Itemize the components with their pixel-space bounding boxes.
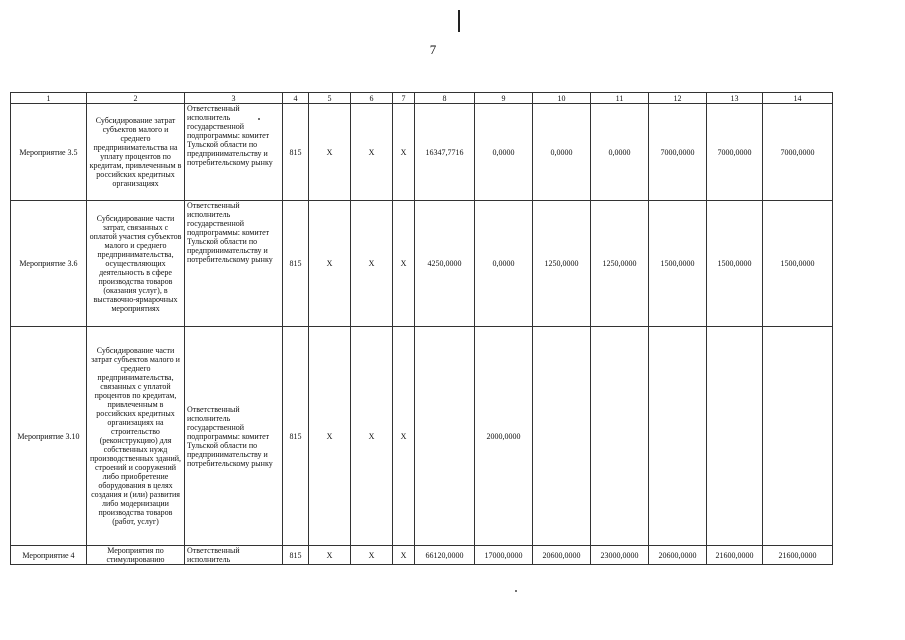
cell-col-10: 20600,0000 (533, 546, 591, 565)
cell-col-6: X (351, 546, 393, 565)
executor-cell: Ответственный исполнитель государственной подпрограммы: комитет Тульской области по предпринимательству и потребительскому рынку (185, 104, 283, 201)
cell-col-4: 815 (283, 546, 309, 565)
cell-col-4: 815 (283, 201, 309, 327)
vertical-mark (458, 10, 460, 32)
header-col-2: 2 (87, 93, 185, 104)
event-cell: Мероприятие 3.10 (11, 327, 87, 546)
description-cell: Мероприятия по стимулированию (87, 546, 185, 565)
description-cell: Субсидирование части затрат субъектов малого и среднего предпринимательства, связанных с уплатой процентов по кредитам, привлеченным в российских кредитных организациях на строительство (реконструкцию) для собственных нужд производственных зданий, строений и сооружений либо приобретение оборудования в целях создания и (или) развития либо модернизации производства товаров (работ, услуг) (87, 327, 185, 546)
scan-speck (258, 118, 260, 120)
cell-col-10 (533, 327, 591, 546)
cell-col-11: 23000,0000 (591, 546, 649, 565)
executor-cell: Ответственный исполнитель государственной подпрограммы: комитет Тульской области по предпринимательству и потребительскому рынку (185, 327, 283, 546)
header-col-10: 10 (533, 93, 591, 104)
cell-col-12: 20600,0000 (649, 546, 707, 565)
executor-cell: Ответственный исполнитель (185, 546, 283, 565)
table-header-row (11, 93, 833, 104)
description-cell: Субсидирование части затрат, связанных с оплатой участия субъектов малого и среднего предпринимательства, осуществляющих деятельность в сфере производства товаров (оказания услуг), в выставочно-ярмарочных мероприятиях (87, 201, 185, 327)
cell-col-13: 21600,0000 (707, 546, 763, 565)
header-col-14: 14 (763, 93, 833, 104)
cell-col-14: 7000,0000 (763, 104, 833, 201)
cell-col-5: X (309, 104, 351, 201)
header-col-11: 11 (591, 93, 649, 104)
cell-col-11 (591, 327, 649, 546)
cell-col-8: 4250,0000 (415, 201, 475, 327)
cell-col-10: 1250,0000 (533, 201, 591, 327)
description-cell: Субсидирование затрат субъектов малого и среднего предпринимательства на уплату процентов по кредитам, привлеченным в российских кредитных организациях (87, 104, 185, 201)
event-cell: Мероприятие 3.6 (11, 201, 87, 327)
cell-col-8: 16347,7716 (415, 104, 475, 201)
cell-col-5: X (309, 327, 351, 546)
cell-col-11: 0,0000 (591, 104, 649, 201)
scan-speck (515, 590, 517, 592)
header-col-7: 7 (393, 93, 415, 104)
cell-col-9: 0,0000 (475, 104, 533, 201)
event-cell: Мероприятие 3.5 (11, 104, 87, 201)
table-row (11, 201, 833, 327)
cell-col-5: X (309, 546, 351, 565)
cell-col-6: X (351, 201, 393, 327)
table-row (11, 327, 833, 546)
cell-col-6: X (351, 104, 393, 201)
cell-col-12: 7000,0000 (649, 104, 707, 201)
cell-col-13: 1500,0000 (707, 201, 763, 327)
executor-cell: Ответственный исполнитель государственной подпрограммы: комитет Тульской области по предпринимательству и потребительскому рынку (185, 201, 283, 327)
header-col-1: 1 (11, 93, 87, 104)
page-number: 7 (429, 42, 437, 57)
cell-col-11: 1250,0000 (591, 201, 649, 327)
cell-col-8 (415, 327, 475, 546)
event-cell: Мероприятие 4 (11, 546, 87, 565)
cell-col-13 (707, 327, 763, 546)
cell-col-9: 2000,0000 (475, 327, 533, 546)
cell-col-10: 0,0000 (533, 104, 591, 201)
cell-col-14 (763, 327, 833, 546)
cell-col-12: 1500,0000 (649, 201, 707, 327)
header-col-6: 6 (351, 93, 393, 104)
header-col-4: 4 (283, 93, 309, 104)
cell-col-8: 66120,0000 (415, 546, 475, 565)
cell-col-5: X (309, 201, 351, 327)
header-col-12: 12 (649, 93, 707, 104)
cell-col-7: X (393, 546, 415, 565)
header-col-9: 9 (475, 93, 533, 104)
cell-col-14: 21600,0000 (763, 546, 833, 565)
cell-col-7: X (393, 327, 415, 546)
header-col-5: 5 (309, 93, 351, 104)
cell-col-9: 0,0000 (475, 201, 533, 327)
cell-col-7: X (393, 201, 415, 327)
cell-col-4: 815 (283, 327, 309, 546)
table-row (11, 104, 833, 201)
cell-col-12 (649, 327, 707, 546)
cell-col-7: X (393, 104, 415, 201)
header-col-8: 8 (415, 93, 475, 104)
program-table (10, 92, 833, 565)
cell-col-4: 815 (283, 104, 309, 201)
header-col-3: 3 (185, 93, 283, 104)
cell-col-14: 1500,0000 (763, 201, 833, 327)
cell-col-6: X (351, 327, 393, 546)
cell-col-13: 7000,0000 (707, 104, 763, 201)
header-col-13: 13 (707, 93, 763, 104)
cell-col-9: 17000,0000 (475, 546, 533, 565)
table-row (11, 546, 833, 565)
